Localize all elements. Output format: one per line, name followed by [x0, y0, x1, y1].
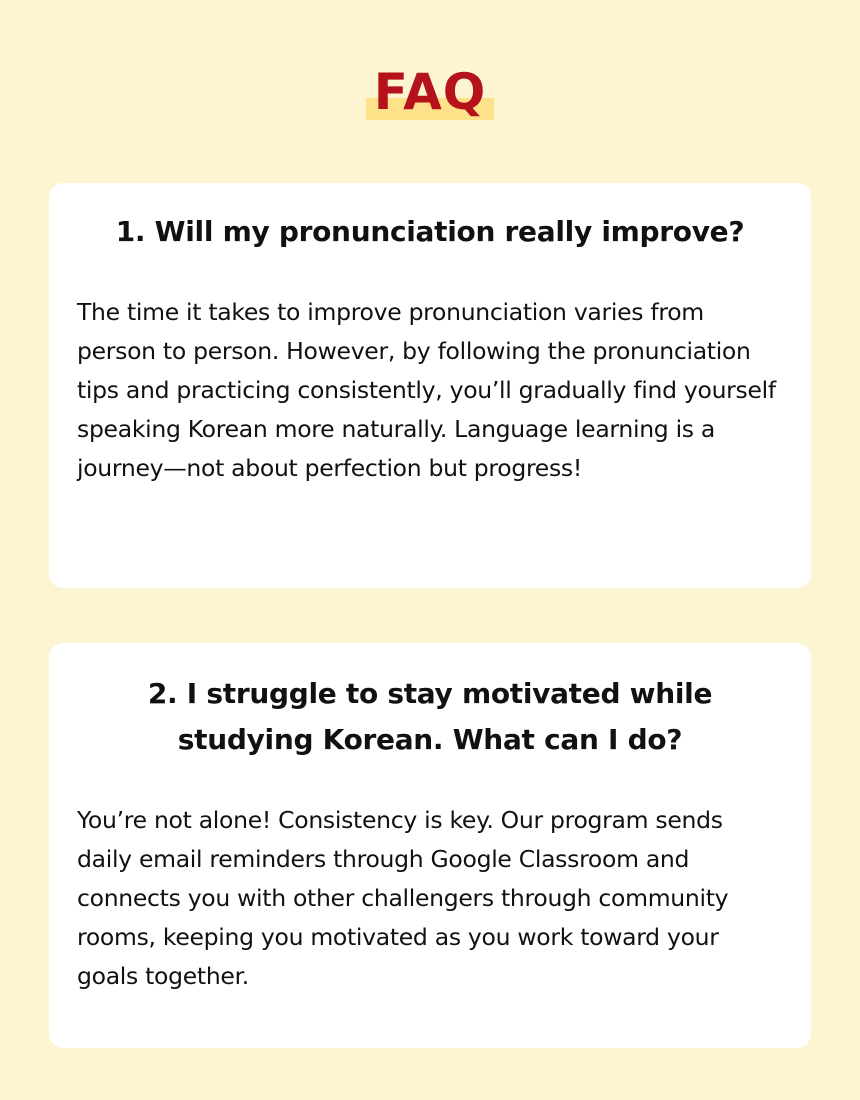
faq-header	[0, 62, 860, 122]
page-title	[366, 62, 495, 122]
faq-question: 2. I struggle to stay motivated while studying Korean. What can I do?	[147, 677, 713, 756]
faq-card	[49, 643, 811, 1048]
faq-question: 1. Will my pronunciation really improve?	[115, 215, 745, 248]
page-title-text: FAQ	[373, 63, 487, 121]
faq-answer: You’re not alone! Consistency is key. Our program sends daily email reminders through Google Classroom and connects you with other challengers through community rooms, keeping you motivated as you work toward your goals together.	[77, 806, 729, 990]
faq-card	[49, 183, 811, 588]
faq-answer: The time it takes to improve pronunciation varies from person to person. However, by following the pronunciation tips and practicing consistently, you’ll gradually find yourself speaking Korean more naturally. Language learning is a journey—not about perfection but progress!	[77, 298, 776, 482]
